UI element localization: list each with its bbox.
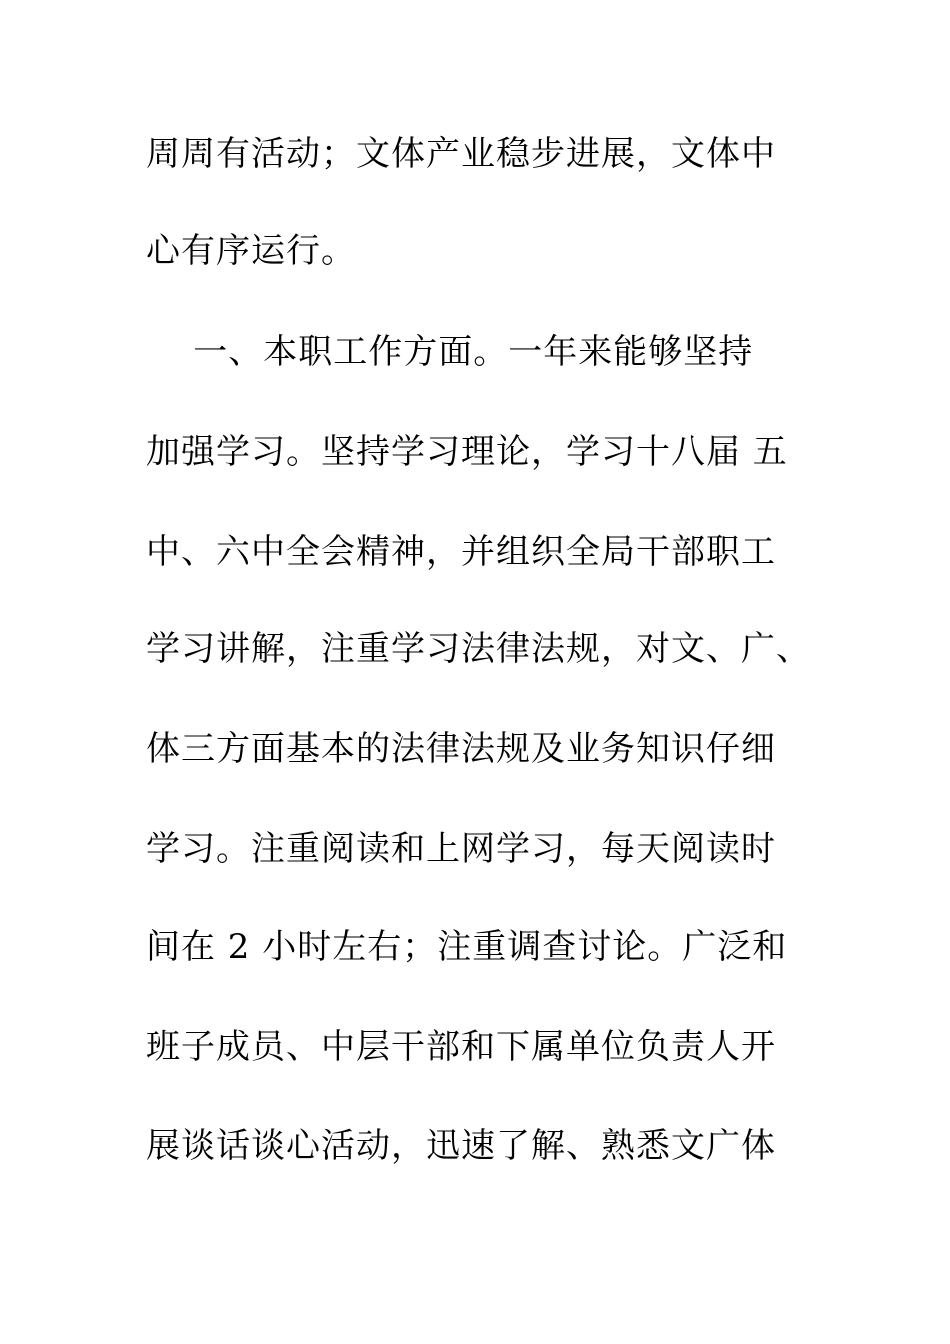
text-line: 间在 2 小时左右；注重调查讨论。广泛和: [146, 927, 788, 967]
text-line: 心有序运行。: [146, 231, 356, 271]
text-line: 学习。注重阅读和上网学习，每天阅读时: [146, 829, 776, 869]
text-line: 一、本职工作方面。一年来能够坚持: [146, 332, 754, 372]
text-line: 中、六中全会精神，并组织全局干部职工: [146, 532, 776, 572]
text-line: 体三方面基本的法律法规及业务知识仔细: [146, 729, 776, 769]
text-line: 班子成员、中层干部和下属单位负责人开: [146, 1027, 776, 1067]
text-line: 展谈话谈心活动，迅速了解、熟悉文广体: [146, 1126, 776, 1166]
text-line: 加强学习。坚持学习理论，学习十八届 五: [146, 432, 788, 472]
text-line: 学习讲解，注重学习法律法规，对文、广、: [146, 629, 811, 669]
text-line: 周周有活动；文体产业稳步进展，文体中: [146, 134, 776, 174]
